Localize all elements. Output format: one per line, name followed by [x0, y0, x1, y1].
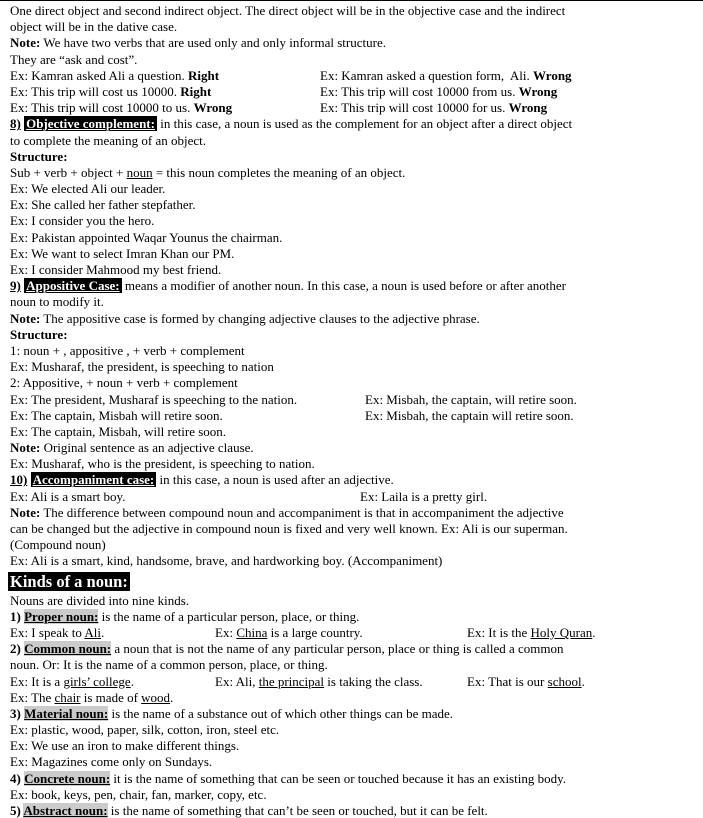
text-segment: Wrong	[533, 67, 572, 83]
text-segment: Right	[180, 83, 212, 99]
text-segment: 2)	[10, 641, 25, 657]
text-line	[0, 505, 703, 521]
text-column	[10, 133, 206, 149]
text-segment: Ex: The	[10, 689, 55, 705]
text-segment: is the name of a substance out of which other things can be made.	[108, 705, 453, 721]
text-line	[0, 392, 703, 408]
text-segment: Ex: This trip will cost us 10000.	[10, 83, 181, 99]
highlighted-text: Kinds of a noun:	[10, 571, 128, 591]
text-segment: Ex: Musharaf, who is the president, is speeching to nation.	[10, 456, 315, 472]
text-segment: is the name of a particular person, place, or thing.	[98, 608, 360, 624]
text-segment: Ex: This trip will cost 10000 from us.	[320, 83, 519, 99]
highlighted-text: Objective complement:	[26, 116, 155, 132]
text-line	[0, 593, 703, 609]
text-column	[10, 424, 226, 440]
text-segment: .	[170, 689, 174, 705]
text-line	[0, 68, 703, 84]
text-segment: .	[101, 624, 105, 640]
text-segment: noun. Or: It is the name of a common person, place, or thing.	[10, 657, 328, 673]
text-segment: Ex: Ali is a smart, kind, handsome, brave, and hardworking boy. (Accompaniment)	[10, 553, 443, 569]
text-column	[10, 311, 480, 327]
text-segment: Ex: Kamran asked Ali a question.	[10, 67, 188, 83]
text-line	[0, 116, 703, 132]
text-segment: Right	[188, 67, 220, 83]
text-column	[10, 262, 221, 278]
text-line	[0, 706, 703, 722]
text-line	[0, 230, 703, 246]
text-column	[10, 3, 565, 19]
text-line	[0, 440, 703, 456]
text-segment: noun	[126, 164, 153, 180]
highlighted-text: Abstract noun:	[23, 803, 108, 818]
text-segment: Ex: Ali is a smart boy.	[10, 488, 126, 504]
text-segment: is made of	[80, 689, 142, 705]
text-column	[10, 375, 238, 391]
text-segment: school	[547, 673, 582, 689]
text-column	[10, 472, 394, 488]
text-column	[10, 278, 566, 294]
text-column	[10, 690, 173, 706]
text-column	[10, 505, 564, 521]
text-column	[10, 609, 359, 625]
text-column	[10, 456, 315, 472]
text-line	[0, 641, 703, 657]
text-column	[10, 722, 279, 738]
text-column	[467, 674, 585, 690]
text-line	[0, 35, 703, 51]
text-segment: Ex: We elected Ali our leader.	[10, 181, 166, 197]
text-column	[10, 19, 177, 35]
text-segment: Ali	[84, 624, 102, 640]
text-column	[10, 657, 328, 673]
text-segment: Ex: Laila is a pretty girl.	[360, 488, 488, 504]
text-column	[10, 343, 245, 359]
text-line	[0, 787, 703, 803]
text-line	[0, 359, 703, 375]
text-column	[365, 392, 577, 408]
text-segment: Ex: The captain, Misbah will retire soon.	[10, 407, 223, 423]
text-segment: Ex: plastic, wood, paper, silk, cotton, iron, steel etc.	[10, 722, 280, 738]
text-column	[10, 230, 282, 246]
text-segment: Ex: She called her father stepfather.	[10, 197, 196, 213]
text-line	[0, 262, 703, 278]
text-segment: in this case, a noun is used as the complement for an object after a direct object	[156, 116, 573, 132]
text-segment: 1: noun + , appositive , + verb + complement	[10, 342, 245, 358]
text-segment: The appositive case is formed by changing adjective clauses to the adjective phrase.	[40, 310, 480, 326]
text-segment: Ex: Musharaf, the president, is speeching to nation	[10, 359, 274, 375]
text-column	[10, 84, 211, 100]
text-line	[0, 246, 703, 262]
text-line	[0, 456, 703, 472]
text-segment: Structure:	[10, 326, 68, 342]
text-segment: 5)	[10, 803, 24, 818]
text-column	[10, 521, 568, 537]
text-column	[10, 706, 453, 722]
text-segment: Sub + verb + object +	[10, 164, 127, 180]
text-column	[10, 537, 106, 553]
text-segment: Structure:	[10, 148, 68, 164]
text-segment: 9)	[10, 278, 21, 294]
text-segment: Ex: I consider Mahmood my best friend.	[10, 262, 222, 277]
text-segment: Ex: This trip will cost 10000 to us.	[10, 100, 194, 116]
text-line	[0, 133, 703, 149]
text-segment: 8)	[10, 116, 21, 132]
text-line	[0, 803, 703, 818]
text-column	[215, 625, 363, 641]
text-line	[0, 771, 703, 787]
text-line	[0, 408, 703, 424]
text-segment: 1)	[10, 608, 25, 624]
text-segment: Ex: It is a	[10, 673, 64, 689]
text-column	[10, 440, 254, 456]
text-segment: Note:	[10, 35, 41, 51]
text-segment: is taking the class.	[324, 673, 423, 689]
text-column	[10, 197, 196, 213]
text-line	[0, 424, 703, 440]
text-column	[10, 674, 134, 690]
text-line	[0, 19, 703, 35]
text-column	[10, 165, 405, 181]
text-column	[10, 68, 219, 84]
text-line	[0, 213, 703, 229]
text-line	[0, 327, 703, 343]
text-segment: Ex: I speak to	[10, 624, 85, 640]
text-line	[0, 278, 703, 294]
text-line	[0, 294, 703, 310]
text-segment: to complete the meaning of an object.	[10, 132, 207, 148]
text-column	[10, 593, 189, 609]
text-segment: Note:	[10, 504, 41, 520]
text-segment: is a large country.	[267, 624, 363, 640]
text-line	[0, 537, 703, 553]
text-segment: Ex: We want to select Imran Khan our PM.	[10, 245, 235, 261]
text-line	[0, 553, 703, 569]
text-column	[10, 787, 267, 803]
text-segment: Note:	[10, 310, 41, 326]
text-line	[0, 375, 703, 391]
text-segment: Ex: We use an iron to make different things.	[10, 738, 240, 754]
text-segment: 3)	[10, 705, 25, 721]
text-line	[0, 738, 703, 754]
text-column	[10, 738, 239, 754]
text-column	[10, 149, 68, 165]
text-segment: it is the name of something that can be seen or touched because it has an existing body.	[110, 770, 566, 786]
highlighted-text: Appositive Case:	[26, 278, 120, 294]
text-segment: wood	[141, 689, 171, 705]
text-column	[8, 570, 130, 593]
text-line	[0, 674, 703, 690]
text-segment: Ex: I consider you the hero.	[10, 213, 155, 229]
text-line	[0, 52, 703, 68]
text-segment: Wrong	[518, 83, 558, 99]
text-segment: 4)	[10, 770, 25, 786]
text-column	[10, 327, 68, 343]
section-heading-kinds-of-a-noun	[0, 570, 703, 593]
text-column	[215, 674, 423, 690]
text-segment: The difference between compound noun and accompaniment is that in accompaniment the adjective	[40, 504, 564, 520]
text-column	[10, 100, 232, 116]
text-segment: China	[236, 624, 268, 640]
text-column	[10, 408, 223, 424]
text-line	[0, 690, 703, 706]
text-segment: object will be in the dative case.	[10, 19, 178, 35]
text-segment: They are “ask and cost”.	[10, 51, 138, 67]
text-column	[10, 52, 137, 68]
text-line	[0, 100, 703, 116]
highlighted-text: Concrete noun:	[24, 770, 111, 786]
text-segment: can be changed but the adjective in compound noun is fixed and very well known. Ex: Ali is our superman.	[10, 521, 568, 536]
text-line	[0, 197, 703, 213]
text-column	[10, 246, 234, 262]
text-segment: chair	[54, 689, 81, 705]
text-line	[0, 311, 703, 327]
text-line	[0, 84, 703, 100]
text-column	[10, 771, 566, 787]
text-column	[10, 181, 165, 197]
text-segment: Ex: Pakistan appointed Waqar Younus the chairman.	[10, 229, 283, 245]
text-column	[10, 392, 297, 408]
text-segment: 2: Appositive, + noun + verb + complement	[10, 375, 238, 391]
text-column	[10, 213, 154, 229]
text-segment: .	[130, 673, 134, 689]
text-segment: a noun that is not the name of any particular person, place or thing is called a common	[111, 641, 564, 657]
text-segment: in this case, a noun is used after an adjective.	[156, 472, 394, 488]
text-segment: Wrong	[193, 100, 233, 116]
text-segment: .	[581, 673, 585, 689]
text-column	[320, 100, 547, 116]
text-segment: Nouns are divided into nine kinds.	[10, 592, 190, 608]
text-column	[320, 68, 572, 84]
text-line	[0, 181, 703, 197]
text-column	[10, 294, 104, 310]
text-segment: Ex:	[215, 624, 237, 640]
text-segment: the principal	[258, 673, 325, 689]
text-segment: Ex: That is our	[467, 673, 548, 689]
text-line	[0, 165, 703, 181]
text-segment: Ex: Misbah, the captain will retire soon.	[365, 407, 574, 423]
text-segment: 10)	[10, 472, 28, 488]
text-segment: Original sentence as an adjective clause.	[40, 440, 254, 456]
text-segment: girls’ college	[63, 673, 131, 689]
text-column	[10, 754, 212, 770]
text-segment: (Compound noun)	[10, 537, 106, 553]
text-column	[10, 641, 563, 657]
text-line	[0, 754, 703, 770]
text-segment: noun to modify it.	[10, 294, 104, 310]
text-segment: is the name of something that can’t be seen or touched, but it can be felt.	[107, 803, 488, 818]
text-segment: means a modifier of another noun. In this case, a noun is used before or after another	[121, 278, 566, 294]
text-column	[10, 35, 386, 51]
text-line	[0, 722, 703, 738]
text-column	[467, 625, 596, 641]
text-segment: .	[592, 624, 596, 640]
text-line	[0, 3, 703, 19]
highlighted-text: Accompaniment case:	[32, 472, 155, 488]
text-segment: Ex: This trip will cost 10000 for us.	[320, 100, 509, 116]
text-column	[365, 408, 574, 424]
text-column	[10, 553, 442, 569]
text-segment: Ex: book, keys, pen, chair, fan, marker, copy, etc.	[10, 786, 267, 802]
text-segment: One direct object and second indirect object. The direct object will be in the objective case and the indirect	[10, 3, 566, 18]
highlighted-text: Proper noun:	[24, 608, 99, 624]
text-segment: Holy Quran	[530, 624, 593, 640]
text-segment: We have two verbs that are used only and only informal structure.	[40, 35, 386, 51]
text-column	[10, 625, 104, 641]
text-line	[0, 489, 703, 505]
text-line	[0, 343, 703, 359]
text-column	[320, 84, 557, 100]
text-segment: Ex: Kamran asked a question form, Ali.	[320, 67, 534, 83]
text-segment: Note:	[10, 440, 41, 456]
text-line	[0, 149, 703, 165]
highlighted-text: Common noun:	[24, 641, 112, 657]
text-line	[0, 521, 703, 537]
text-segment: Ex: The president, Musharaf is speeching to the nation.	[10, 391, 298, 407]
text-segment: Ex: The captain, Misbah, will retire soon.	[10, 423, 227, 439]
text-segment: = this noun completes the meaning of an object.	[152, 164, 406, 180]
text-column	[10, 116, 572, 132]
text-segment: Ex: Ali,	[215, 673, 259, 689]
text-column	[10, 359, 274, 375]
text-line	[0, 625, 703, 641]
text-segment: Ex: It is the	[467, 624, 531, 640]
text-line	[0, 472, 703, 488]
text-line	[0, 609, 703, 625]
text-column	[360, 489, 487, 505]
text-column	[10, 489, 125, 505]
text-segment: Ex: Magazines come only on Sundays.	[10, 754, 213, 770]
text-segment: Wrong	[508, 100, 548, 116]
text-column	[10, 803, 488, 818]
highlighted-text: Material noun:	[24, 705, 109, 721]
text-segment: Ex: Misbah, the captain, will retire soon.	[365, 391, 577, 407]
text-line	[0, 657, 703, 673]
